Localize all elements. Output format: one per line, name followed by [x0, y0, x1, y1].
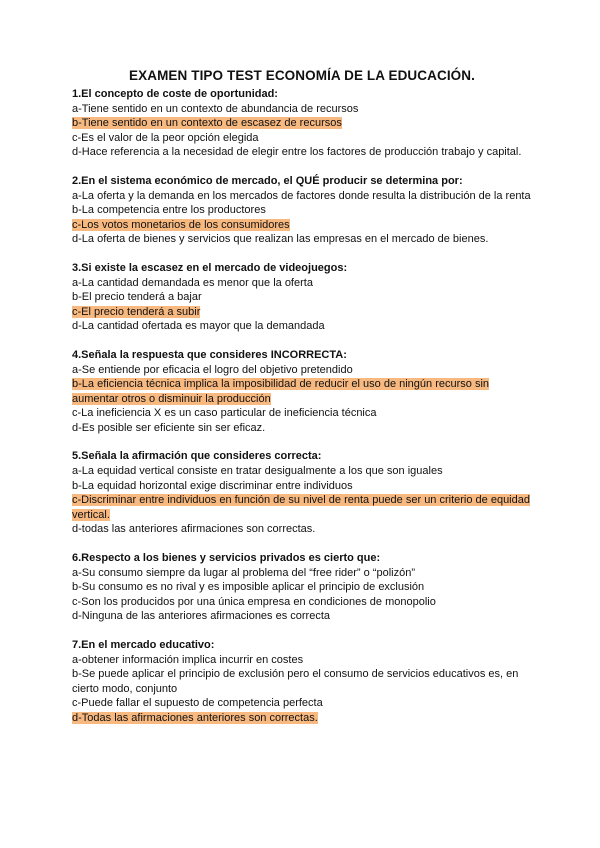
question-block	[72, 87, 532, 160]
answer-option: b-El precio tenderá a bajar	[72, 291, 202, 304]
exam-title: EXAMEN TIPO TEST ECONOMÍA DE LA EDUCACIÓN.	[129, 68, 475, 83]
answer-option: b-La competencia entre los productores	[72, 204, 266, 217]
answer-option: d-Es posible ser eficiente sin ser eficaz.	[72, 421, 266, 434]
question-block	[72, 261, 532, 334]
answer-option: b-La equidad horizontal exige discriminar entre individuos	[72, 479, 353, 492]
answer-option: b-Se puede aplicar el principio de exclusión pero el consumo de servicios educativos es, en cierto modo, conjunto	[72, 668, 519, 695]
question-text: 5.Señala la afirmación que consideres correcta:	[72, 450, 322, 463]
answer-option: a-Su consumo siempre da lugar al problema del “free rider” o “polizón”	[72, 566, 415, 579]
answer-option: a-La cantidad demandada es menor que la oferta	[72, 276, 313, 289]
answer-option: a-obtener información implica incurrir en costes	[72, 653, 304, 666]
answer-option: a-Se entiende por eficacia el logro del objetivo pretendido	[72, 363, 353, 376]
question-block	[72, 638, 532, 726]
answer-option-highlighted: c-El precio tenderá a subir	[72, 305, 201, 318]
answer-option: a-La equidad vertical consiste en tratar desigualmente a los que son iguales	[72, 465, 443, 478]
question-text: 2.En el sistema económico de mercado, el QUÉ producir se determina por:	[72, 174, 463, 187]
answer-option: d-La oferta de bienes y servicios que realizan las empresas en el mercado de bienes.	[72, 233, 489, 246]
question-block	[72, 449, 532, 537]
question-text: 7.En el mercado educativo:	[72, 639, 215, 651]
question-block	[72, 174, 532, 247]
answer-option-highlighted: b-Tiene sentido en un contexto de escasez de recursos	[72, 117, 342, 130]
answer-option: d-La cantidad ofertada es mayor que la demandada	[72, 320, 325, 333]
answer-option: d-Ninguna de las anteriores afirmaciones es correcta	[72, 610, 331, 623]
answer-option-highlighted: c-Los votos monetarios de los consumidores	[72, 218, 290, 231]
answer-option: a-Tiene sentido en un contexto de abundancia de recursos	[72, 102, 359, 115]
answer-option: c-Son los producidos por una única empresa en condiciones de monopolio	[72, 595, 436, 608]
question-block	[72, 551, 532, 624]
question-block	[72, 348, 532, 436]
answer-option: c-La ineficiencia X es un caso particular de ineficiencia técnica	[72, 407, 377, 420]
answer-option: b-Su consumo es no rival y es imposible aplicar el principio de exclusión	[72, 581, 425, 594]
answer-option: d-todas las anteriores afirmaciones son correctas.	[72, 523, 316, 536]
answer-option: d-Hace referencia a la necesidad de elegir entre los factores de producción trabajo y capital.	[72, 146, 522, 159]
answer-option: c-Puede fallar el supuesto de competencia perfecta	[72, 697, 323, 710]
question-text: 6.Respecto a los bienes y servicios privados es cierto que:	[72, 552, 381, 565]
question-text: 1.El concepto de coste de oportunidad:	[72, 88, 278, 100]
answer-option-highlighted: d-Todas las afirmaciones anteriores son correctas.	[72, 711, 318, 724]
answer-option: a-La oferta y la demanda en los mercados de factores donde resulta la distribución de la renta	[72, 189, 531, 202]
answer-option-highlighted: b-La eficiencia técnica implica la imposibilidad de reducir el uso de ningún recurso sin aumentar otros o disminuir la producción	[72, 378, 490, 405]
answer-option-highlighted: c-Discriminar entre individuos en función de su nivel de renta puede ser un criterio de equidad vertical.	[72, 494, 530, 521]
question-text: 3.Si existe la escasez en el mercado de videojuegos:	[72, 261, 348, 274]
answer-option: c-Es el valor de la peor opción elegida	[72, 131, 259, 144]
exam-document	[72, 68, 532, 740]
question-text: 4.Señala la respuesta que consideres INCORRECTA:	[72, 348, 347, 361]
